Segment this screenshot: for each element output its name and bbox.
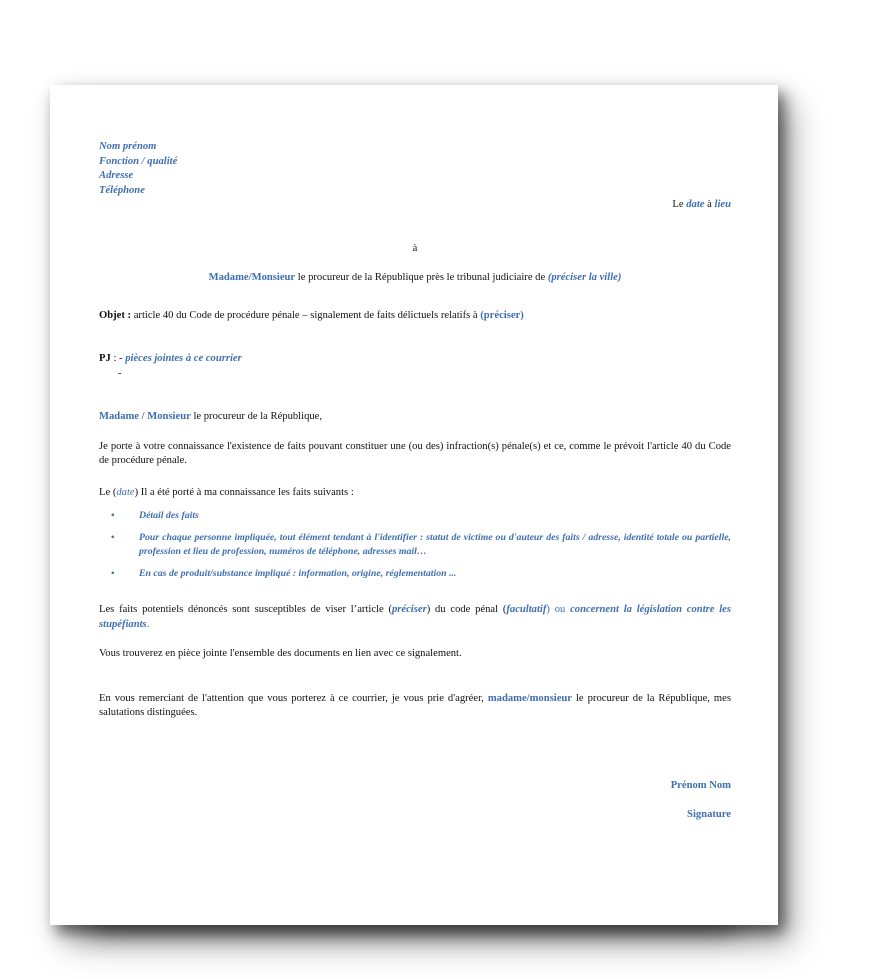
sender-name: Nom prénom <box>99 141 157 152</box>
signature-label: Signature <box>687 809 731 820</box>
fact-text: Détail des faits <box>139 510 199 521</box>
letter-page <box>50 85 778 925</box>
paragraph-intro: Je porte à votre connaissance l'existence de faits pouvant constituer une (ou des) infraction(s) pénale(s) et ce, comme le prévoit l'article 40 du Code de procédure pénale. <box>99 440 731 466</box>
closing-title: madame/monsieur <box>487 692 572 704</box>
bullet-icon: • <box>111 531 115 543</box>
article-text-b: ) du code pénal ( <box>426 604 507 615</box>
attachments-item: pièces jointes à ce courrier <box>125 353 242 364</box>
list-item <box>99 531 731 560</box>
article-optional: facultatif <box>506 604 547 615</box>
salutation-rest: le procureur de la République, <box>193 411 323 422</box>
facts-intro-date: date <box>116 486 135 498</box>
list-item <box>99 567 731 582</box>
sender-address: Adresse <box>99 170 134 181</box>
object-label: Objet : <box>99 309 132 321</box>
date-separator: à <box>707 199 712 210</box>
attachments-dash: - <box>118 367 122 379</box>
article-text-c: ) ou <box>546 604 566 615</box>
recipient-rest: le procureur de la République près le tribunal judiciaire de <box>297 272 546 283</box>
bullet-icon: • <box>111 567 115 579</box>
recipient-title: Madame/Monsieur <box>208 272 296 283</box>
recipient-city: (préciser la ville) <box>547 272 622 283</box>
closing-text-a: En vous remerciant de l'attention que vous porterez à ce courrier, je vous prie d'agréer, <box>99 692 484 704</box>
object-line <box>99 309 731 324</box>
article-text-a: Les faits potentiels dénoncés sont susceptibles de viser l’article ( <box>99 604 392 615</box>
sender-phone: Téléphone <box>99 184 145 196</box>
article-period: . <box>146 618 150 630</box>
documents-paragraph: Vous trouverez en pièce jointe l'ensemble des documents en lien avec ce signalement. <box>99 648 462 659</box>
facts-intro-prefix: Le ( <box>99 486 117 498</box>
closing-text-b: le procureur de la République, mes salutations distinguées. <box>99 692 731 718</box>
date-line <box>99 198 731 213</box>
facts-intro <box>99 486 731 501</box>
date-placeholder: date <box>686 199 705 210</box>
date-prefix: Le <box>672 199 684 210</box>
salutation <box>99 410 731 425</box>
sender-block <box>99 140 731 198</box>
facts-list <box>99 509 731 581</box>
article-paragraph <box>99 603 731 632</box>
attachments-line <box>99 352 731 367</box>
recipient-line <box>99 271 731 286</box>
recipient-to: à <box>412 242 418 254</box>
letter-content <box>99 140 731 823</box>
bullet-icon: • <box>111 510 115 521</box>
article-specify: préciser <box>391 604 427 615</box>
attachments-sep: : - <box>113 353 123 364</box>
place-placeholder: lieu <box>714 199 731 210</box>
salutation-title: Madame / Monsieur <box>99 411 191 422</box>
closing-paragraph <box>99 692 731 721</box>
signature-name: Prénom Nom <box>670 779 731 791</box>
sender-function: Fonction / qualité <box>99 155 178 167</box>
list-item <box>99 509 731 524</box>
facts-intro-suffix: ) Il a été porté à ma connaissance les faits suivants : <box>134 486 354 498</box>
object-specify: (préciser) <box>480 309 524 321</box>
object-text: article 40 du Code de procédure pénale – signalement de faits délictuels relatifs à <box>133 309 478 321</box>
fact-text: Pour chaque personne impliquée, tout élément tendant à l'identifier : statut de victime ou d'auteur des faits / adresse, identité totale ou partielle, profession et lieu de profession, numéros de téléphone, adresses mail… <box>139 531 731 557</box>
attachments-label: PJ <box>99 353 111 364</box>
fact-text: En cas de produit/substance impliqué : information, origine, réglementation ... <box>139 567 457 579</box>
article-legislation: concernent la législation contre les stupéfiants <box>99 604 732 630</box>
